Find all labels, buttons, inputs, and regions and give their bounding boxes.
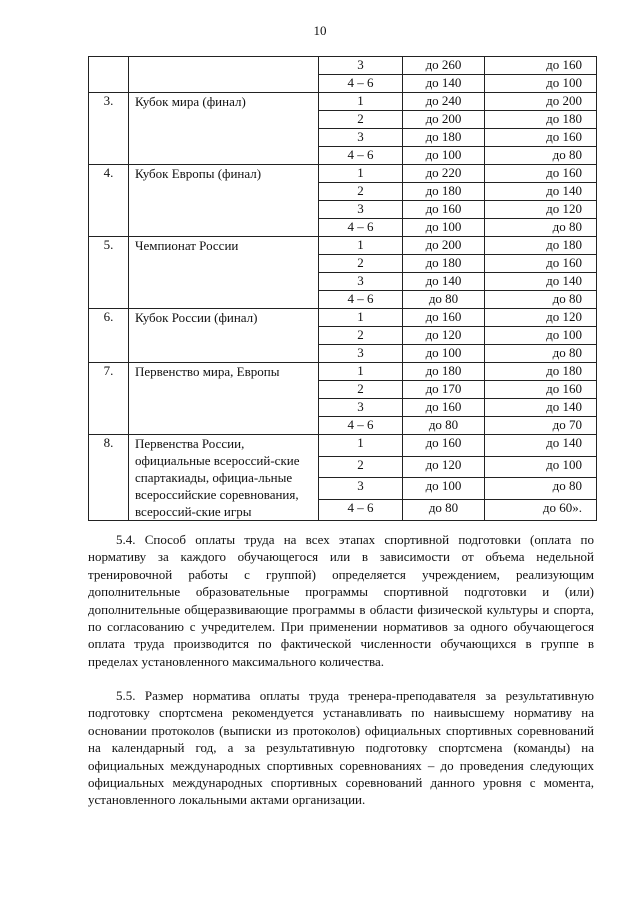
competition-name: Кубок России (финал): [129, 309, 319, 363]
table-row: [89, 93, 597, 111]
place-cell: 1: [319, 309, 403, 327]
competition-number: 3.: [89, 93, 129, 165]
norm-a-cell: до 100: [403, 478, 485, 500]
competition-number: 4.: [89, 165, 129, 237]
place-cell: 4 – 6: [319, 499, 403, 521]
table-row: [89, 435, 597, 457]
norm-a-cell: до 160: [403, 201, 485, 219]
competition-number: 6.: [89, 309, 129, 363]
norm-b-cell: до 160: [485, 129, 597, 147]
norm-a-cell: до 140: [403, 273, 485, 291]
competition-number: [89, 57, 129, 93]
norm-a-cell: до 100: [403, 147, 485, 165]
place-cell: 2: [319, 456, 403, 478]
payment-norms-table: [88, 56, 597, 521]
norm-a-cell: до 120: [403, 327, 485, 345]
table-row: [89, 165, 597, 183]
norm-b-cell: до 200: [485, 93, 597, 111]
norm-a-cell: до 80: [403, 417, 485, 435]
competition-name: Кубок Европы (финал): [129, 165, 319, 237]
competition-name: Первенство мира, Европы: [129, 363, 319, 435]
norm-a-cell: до 160: [403, 399, 485, 417]
norm-b-cell: до 180: [485, 363, 597, 381]
table-row: [89, 57, 597, 75]
place-cell: 3: [319, 345, 403, 363]
norm-a-cell: до 180: [403, 129, 485, 147]
norm-b-cell: до 80: [485, 345, 597, 363]
table-row: [89, 363, 597, 381]
competition-name: [129, 57, 319, 93]
place-cell: 3: [319, 273, 403, 291]
norm-a-cell: до 80: [403, 499, 485, 521]
norm-b-cell: до 100: [485, 456, 597, 478]
competition-name: Чемпионат России: [129, 237, 319, 309]
competition-number: 7.: [89, 363, 129, 435]
place-cell: 1: [319, 435, 403, 457]
norm-a-cell: до 160: [403, 309, 485, 327]
norm-b-cell: до 80: [485, 219, 597, 237]
place-cell: 3: [319, 478, 403, 500]
norm-a-cell: до 200: [403, 237, 485, 255]
place-cell: 4 – 6: [319, 417, 403, 435]
page-number: 10: [313, 23, 327, 38]
place-cell: 1: [319, 165, 403, 183]
norm-b-cell: до 180: [485, 237, 597, 255]
place-cell: 1: [319, 363, 403, 381]
norm-b-cell: до 140: [485, 273, 597, 291]
norm-b-cell: до 140: [485, 183, 597, 201]
competition-number: 5.: [89, 237, 129, 309]
place-cell: 3: [319, 399, 403, 417]
norm-a-cell: до 140: [403, 75, 485, 93]
norm-b-cell: до 100: [485, 75, 597, 93]
norm-a-cell: до 260: [403, 57, 485, 75]
place-cell: 1: [319, 237, 403, 255]
norm-a-cell: до 100: [403, 345, 485, 363]
place-cell: 2: [319, 255, 403, 273]
place-cell: 4 – 6: [319, 291, 403, 309]
place-cell: 3: [319, 201, 403, 219]
norm-a-cell: до 180: [403, 255, 485, 273]
norm-b-cell: до 120: [485, 201, 597, 219]
norm-a-cell: до 80: [403, 291, 485, 309]
norm-b-cell: до 80: [485, 478, 597, 500]
norm-a-cell: до 220: [403, 165, 485, 183]
place-cell: 4 – 6: [319, 75, 403, 93]
norm-b-cell: до 160: [485, 255, 597, 273]
paragraph-5-5: 5.5. Размер норматива оплаты труда тренера-преподавателя за результативную подготовку спортсмена рекомендуется устанавливать по наивысшему нормативу на основании протоколов (выписки из протоколов) официальных спортивных соревнований на календарный год, а за результативную подготовку спортсмена (команды) на официальных международных спортивных соревнованиях – до проведения следующих официальных международных спортивных соревнований данного уровня с момента, установленного локальными актами организации.: [88, 688, 594, 808]
place-cell: 2: [319, 111, 403, 129]
place-cell: 4 – 6: [319, 219, 403, 237]
place-cell: 2: [319, 327, 403, 345]
norm-b-cell: до 70: [485, 417, 597, 435]
norm-b-cell: до 160: [485, 165, 597, 183]
norm-b-cell: до 120: [485, 309, 597, 327]
place-cell: 2: [319, 381, 403, 399]
norm-b-cell: до 180: [485, 111, 597, 129]
place-cell: 3: [319, 57, 403, 75]
norm-a-cell: до 100: [403, 219, 485, 237]
table-row: [89, 237, 597, 255]
place-cell: 1: [319, 93, 403, 111]
competition-name: Кубок мира (финал): [129, 93, 319, 165]
norm-a-cell: до 160: [403, 435, 485, 457]
norm-a-cell: до 200: [403, 111, 485, 129]
place-cell: 4 – 6: [319, 147, 403, 165]
place-cell: 2: [319, 183, 403, 201]
place-cell: 3: [319, 129, 403, 147]
norm-b-cell: до 100: [485, 327, 597, 345]
norm-a-cell: до 180: [403, 183, 485, 201]
norm-a-cell: до 240: [403, 93, 485, 111]
norm-a-cell: до 170: [403, 381, 485, 399]
norm-b-cell: до 140: [485, 399, 597, 417]
paragraph-5-4: 5.4. Способ оплаты труда на всех этапах спортивной подготовки (оплата по нормативу за каждого обучающегося или в зависимости от объема недельной тренировочной работы с группой) определяется учреждением, реализующим дополнительные образовательные программы спортивной подготовки и (или) дополнительные общеразвивающие программы в области физической культуры и спорта, по согласованию с учредителем. При применении нормативов за одного обучающегося оплата труда производится по фактической численности обучающихся в группе в пределах установленного максимального количества.: [88, 532, 594, 669]
norm-b-cell: до 80: [485, 291, 597, 309]
norm-b-cell: до 80: [485, 147, 597, 165]
competition-name: Первенства России, официальные всероссий-ские спартакиады, официа-льные всероссийские соревнования, всероссий-ские игры: [129, 435, 319, 521]
table-row: [89, 309, 597, 327]
norm-b-cell: до 160: [485, 381, 597, 399]
norm-a-cell: до 180: [403, 363, 485, 381]
competition-number: 8.: [89, 435, 129, 521]
norm-a-cell: до 120: [403, 456, 485, 478]
norm-b-cell: до 140: [485, 435, 597, 457]
norm-b-cell: до 60».: [485, 499, 597, 521]
norm-b-cell: до 160: [485, 57, 597, 75]
